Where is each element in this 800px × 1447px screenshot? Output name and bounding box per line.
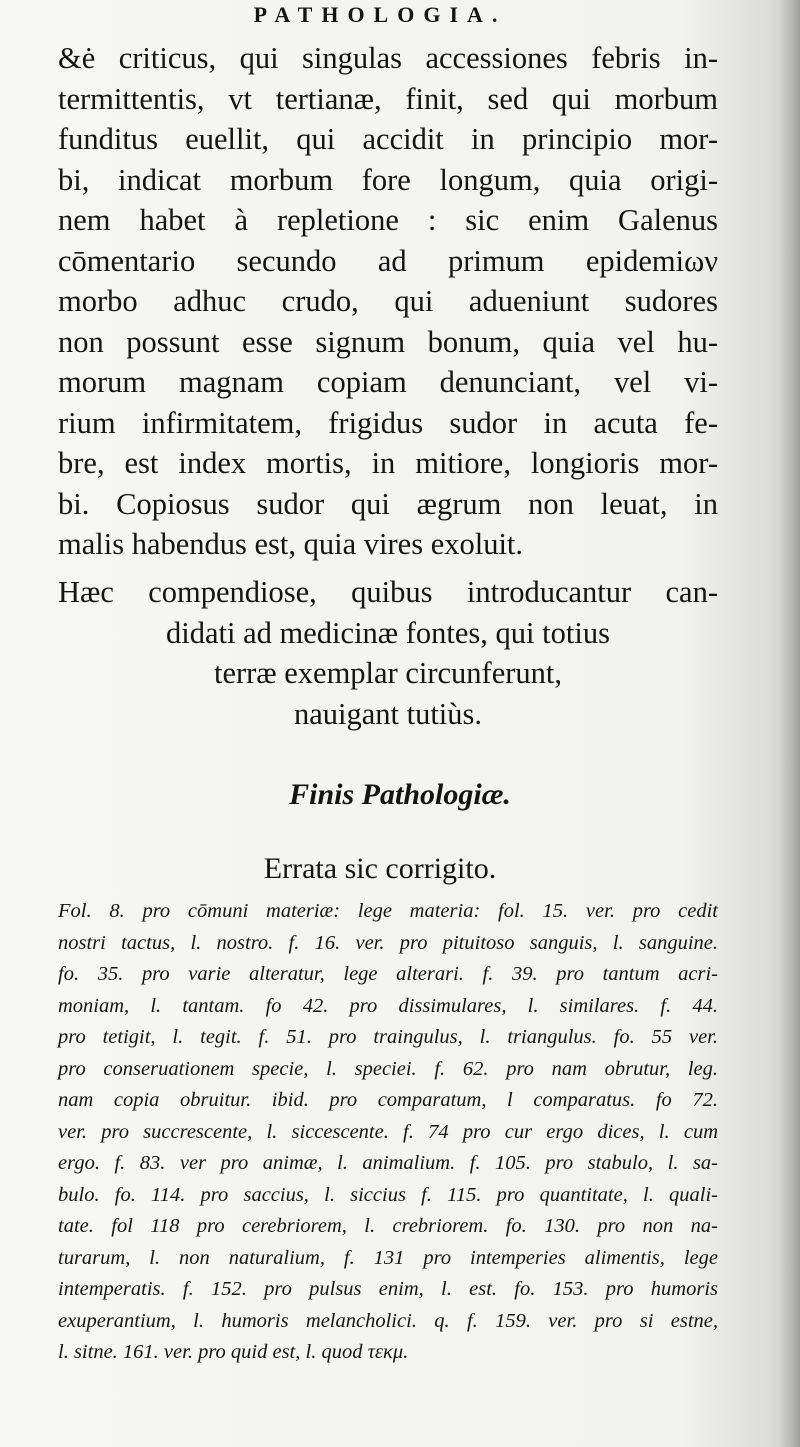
running-head: PATHOLOGIA. bbox=[253, 2, 507, 27]
errata-line: pro conseruationem specie, l. speciei. f. 62. pro nam obrutur, leg. bbox=[58, 1057, 718, 1080]
closing-paragraph bbox=[58, 572, 718, 734]
errata-line: ergo. f. 83. ver pro animæ, l. animalium. f. 105. pro stabulo, l. sa- bbox=[58, 1152, 718, 1174]
body-line: cōmentario secundo ad primum epidemiων bbox=[58, 243, 718, 278]
body-line: bi, indicat morbum fore longum, quia origi- bbox=[58, 162, 718, 197]
errata-title: Errata sic corrigito. bbox=[263, 852, 497, 885]
errata-line: intemperatis. f. 152. pro pulsus enim, l. est. fo. 153. pro humoris bbox=[58, 1278, 718, 1300]
errata-line: Fol. 8. pro cōmuni materiæ: lege materia: fol. 15. ver. pro cedit bbox=[58, 900, 718, 922]
errata-line: tate. fol 118 pro cerebriorem, l. crebriorem. fo. 130. pro non na- bbox=[58, 1215, 718, 1237]
body-line: &ė criticus, qui singulas accessiones febris in- bbox=[58, 41, 718, 75]
errata-line: pro tetigit, l. tegit. f. 51. pro traingulus, l. triangulus. fo. 55 ver. bbox=[58, 1026, 718, 1048]
errata-list bbox=[58, 896, 718, 1369]
body-text bbox=[58, 38, 718, 565]
body-line: morum magnam copiam denunciant, vel vi- bbox=[58, 365, 718, 399]
coda-line: nauigant tutiùs. bbox=[293, 696, 483, 731]
errata-line: exuperantium, l. humoris melancholici. q. f. 159. ver. pro si estne, bbox=[58, 1309, 718, 1332]
errata-line: l. sitne. 161. ver. pro quid est, l. quod τεκμ. bbox=[58, 1341, 409, 1363]
body-line: non possunt esse signum bonum, quia vel hu- bbox=[58, 324, 718, 359]
finis-heading: Finis Pathologiæ. bbox=[289, 778, 511, 811]
errata-line: turarum, l. non naturalium, f. 131 pro intemperies alimentis, lege bbox=[58, 1246, 718, 1269]
body-line: bi. Copiosus sudor qui ægrum non leuat, in bbox=[58, 486, 718, 521]
body-line: termittentis, vt tertianæ, finit, sed qui morbum bbox=[58, 81, 718, 116]
body-line: funditus euellit, qui accidit in principio mor- bbox=[58, 122, 718, 156]
errata-line: fo. 35. pro varie alteratur, lege alterari. f. 39. pro tantum acri- bbox=[58, 963, 718, 985]
errata-line: nostri tactus, l. nostro. f. 16. ver. pro pituitoso sanguis, l. sanguine. bbox=[58, 931, 718, 954]
body-line: malis habendus est, quia vires exoluit. bbox=[58, 527, 524, 561]
errata-line: ver. pro succrescente, l. siccescente. f. 74 pro cur ergo dices, l. cum bbox=[58, 1120, 718, 1143]
coda-line: Hæc compendiose, quibus introducantur can- bbox=[58, 575, 718, 609]
errata-line: moniam, l. tantam. fo 42. pro dissimulares, l. similares. f. 44. bbox=[58, 994, 718, 1017]
body-line: rium infirmitatem, frigidus sudor in acuta fe- bbox=[58, 405, 718, 440]
coda-line: didati ad medicinæ fontes, qui totius bbox=[166, 615, 610, 650]
body-line: morbo adhuc crudo, qui adueniunt sudores bbox=[58, 284, 718, 318]
page-edge-shadow bbox=[778, 0, 800, 1447]
errata-line: nam copia obruitur. ibid. pro comparatum, l comparatus. fo 72. bbox=[58, 1089, 718, 1111]
coda-line: terræ exemplar circunferunt, bbox=[213, 656, 563, 690]
body-line: nem habet à repletione : sic enim Galenus bbox=[58, 203, 718, 237]
errata-line: bulo. fo. 114. pro saccius, l. siccius f. 115. pro quantitate, l. quali- bbox=[58, 1183, 718, 1206]
body-line: bre, est index mortis, in mitiore, longioris mor- bbox=[58, 446, 718, 480]
